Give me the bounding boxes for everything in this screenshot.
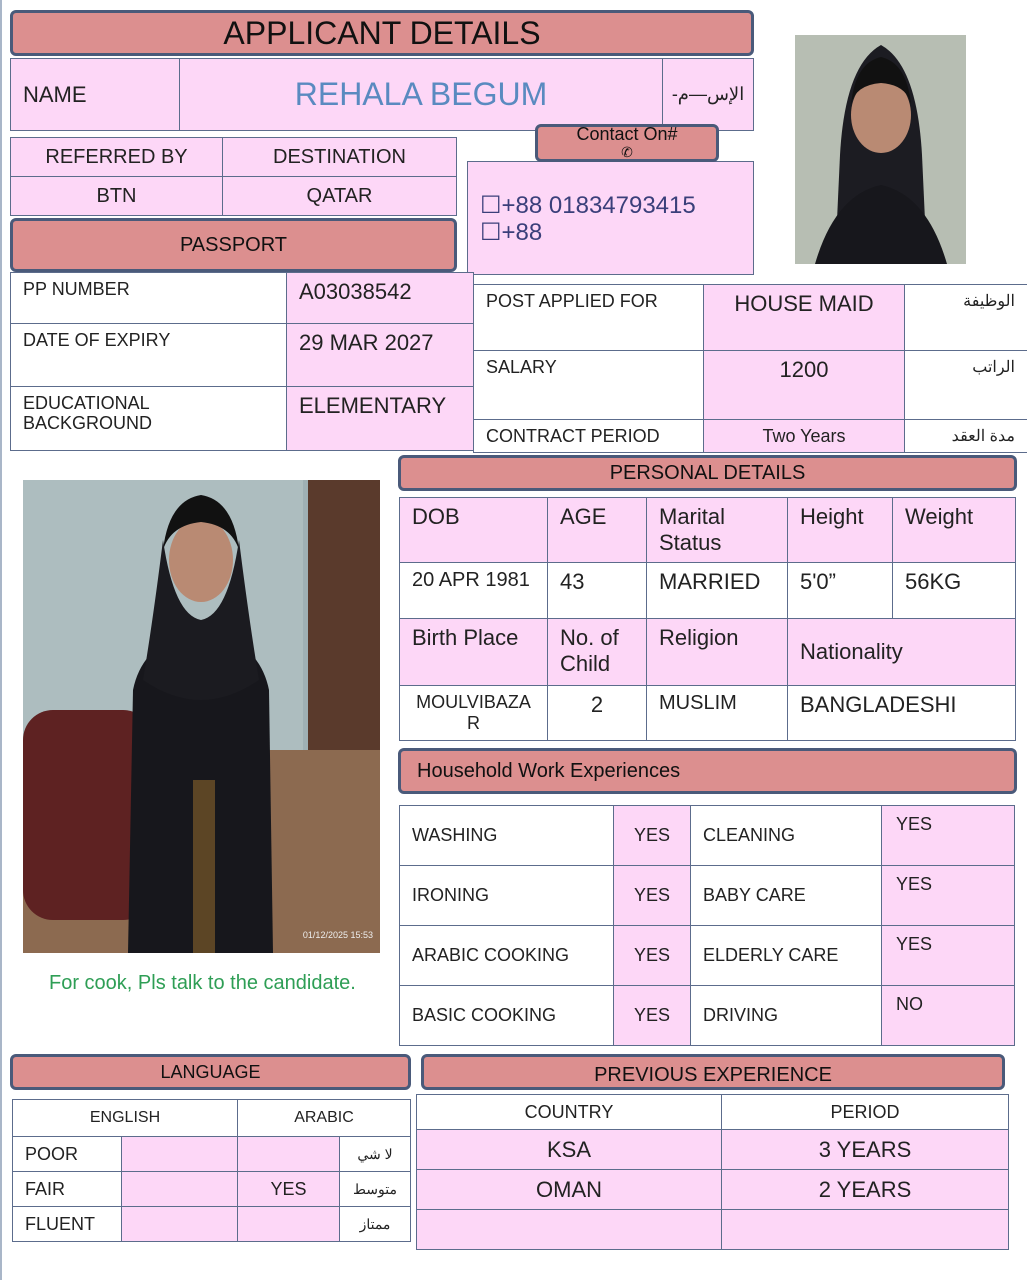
lang-arabic-value [237, 1206, 340, 1242]
destination-label: DESTINATION [222, 137, 457, 177]
phone-icon: ☐ [480, 192, 502, 219]
name-arabic: الإس—م- [662, 58, 754, 131]
phone-icon: ☐ [480, 219, 502, 246]
dob-label: DOB [399, 497, 548, 563]
personal-header: PERSONAL DETAILS [398, 455, 1017, 491]
lang-arabic-level-label: ممتاز [339, 1206, 411, 1242]
post-value: HOUSE MAID [703, 284, 905, 351]
expiry-label: DATE OF EXPIRY [10, 323, 287, 387]
birth-label: Birth Place [399, 618, 548, 686]
language-header: LANGUAGE [10, 1054, 411, 1090]
weight-value: 56KG [892, 562, 1016, 619]
household-task-value: NO [881, 985, 1015, 1046]
birth-value: MOULVIBAZAR [399, 685, 548, 741]
contact-header [535, 124, 719, 162]
lang-arabic-level-label: متوسط [339, 1171, 411, 1207]
height-label: Height [787, 497, 893, 563]
cook-note: For cook, Pls talk to the candidate. [49, 972, 356, 994]
salary-value: 1200 [703, 350, 905, 420]
prev-country-value: OMAN [416, 1169, 722, 1210]
household-task-label: IRONING [399, 865, 614, 926]
household-task-label: BASIC COOKING [399, 985, 614, 1046]
lang-english-value [121, 1136, 238, 1172]
previous-header: PREVIOUS EXPERIENCE [421, 1054, 1005, 1090]
nationality-value: BANGLADESHI [787, 685, 1016, 741]
prev-period-value: 3 YEARS [721, 1129, 1009, 1170]
phone-glyph-icon: ✆ [621, 144, 633, 160]
contact-phone-2[interactable]: ☐+88 [480, 219, 543, 246]
prev-period-header: PERIOD [721, 1094, 1009, 1130]
contract-label: CONTRACT PERIOD [473, 419, 704, 453]
lang-level-label: FAIR [12, 1171, 122, 1207]
education-value: ELEMENTARY [286, 386, 474, 451]
lang-arabic-value [237, 1136, 340, 1172]
religion-label: Religion [646, 618, 788, 686]
pp-number-value: A03038542 [286, 272, 474, 324]
destination-value: QATAR [222, 176, 457, 216]
lang-english-value [121, 1206, 238, 1242]
contact-phone-1[interactable]: ☐+88 01834793415 [480, 192, 696, 219]
household-task-value: YES [881, 805, 1015, 866]
household-task-value: YES [613, 865, 691, 926]
child-label: No. of Child [547, 618, 647, 686]
prev-country-header: COUNTRY [416, 1094, 722, 1130]
pp-number-label: PP NUMBER [10, 272, 287, 324]
expiry-value: 29 MAR 2027 [286, 323, 474, 387]
child-value: 2 [547, 685, 647, 741]
household-task-value: YES [881, 925, 1015, 986]
passport-header: PASSPORT [10, 218, 457, 272]
lang-english-value [121, 1171, 238, 1207]
household-task-value: YES [613, 925, 691, 986]
household-task-label: ARABIC COOKING [399, 925, 614, 986]
prev-country-value: KSA [416, 1129, 722, 1170]
referred-label: REFERRED BY [10, 137, 223, 177]
education-label: EDUCATIONAL BACKGROUND [10, 386, 287, 451]
post-arabic: الوظيفة [904, 284, 1027, 351]
marital-label: Marital Status [646, 497, 788, 563]
contact-box [467, 161, 754, 275]
household-task-label: CLEANING [690, 805, 882, 866]
prev-period-value [721, 1209, 1009, 1250]
age-label: AGE [547, 497, 647, 563]
nationality-label: Nationality [787, 618, 1016, 686]
salary-label: SALARY [473, 350, 704, 420]
height-value: 5'0” [787, 562, 893, 619]
applicant-photo-large [23, 480, 380, 953]
lang-level-label: POOR [12, 1136, 122, 1172]
age-value: 43 [547, 562, 647, 619]
household-task-label: DRIVING [690, 985, 882, 1046]
religion-value: MUSLIM [646, 685, 788, 741]
contact-label: Contact On# [576, 124, 678, 144]
name-value: REHALA BEGUM [179, 58, 663, 131]
lang-english-header: ENGLISH [12, 1099, 238, 1137]
lang-arabic-level-label: لا شي [339, 1136, 411, 1172]
lang-arabic-value: YES [237, 1171, 340, 1207]
household-task-value: YES [613, 985, 691, 1046]
salary-arabic: الراتب [904, 350, 1027, 420]
referred-value: BTN [10, 176, 223, 216]
weight-label: Weight [892, 497, 1016, 563]
prev-period-value: 2 YEARS [721, 1169, 1009, 1210]
household-header: Household Work Experiences [398, 748, 1017, 794]
page-border [0, 0, 2, 1280]
dob-value: 20 APR 1981 [399, 562, 548, 619]
name-label: NAME [10, 58, 180, 131]
lang-arabic-header: ARABIC [237, 1099, 411, 1137]
prev-country-value [416, 1209, 722, 1250]
photo-timestamp: 01/12/2025 15:53 [302, 930, 373, 940]
lang-level-label: FLUENT [12, 1206, 122, 1242]
contract-value: Two Years [703, 419, 905, 453]
page-title: APPLICANT DETAILS [10, 10, 754, 56]
household-task-label: ELDERLY CARE [690, 925, 882, 986]
household-task-value: YES [613, 805, 691, 866]
household-task-value: YES [881, 865, 1015, 926]
post-label: POST APPLIED FOR [473, 284, 704, 351]
contract-arabic: مدة العقد [904, 419, 1027, 453]
household-task-label: BABY CARE [690, 865, 882, 926]
marital-value: MARRIED [646, 562, 788, 619]
household-task-label: WASHING [399, 805, 614, 866]
applicant-photo-small [795, 35, 966, 264]
